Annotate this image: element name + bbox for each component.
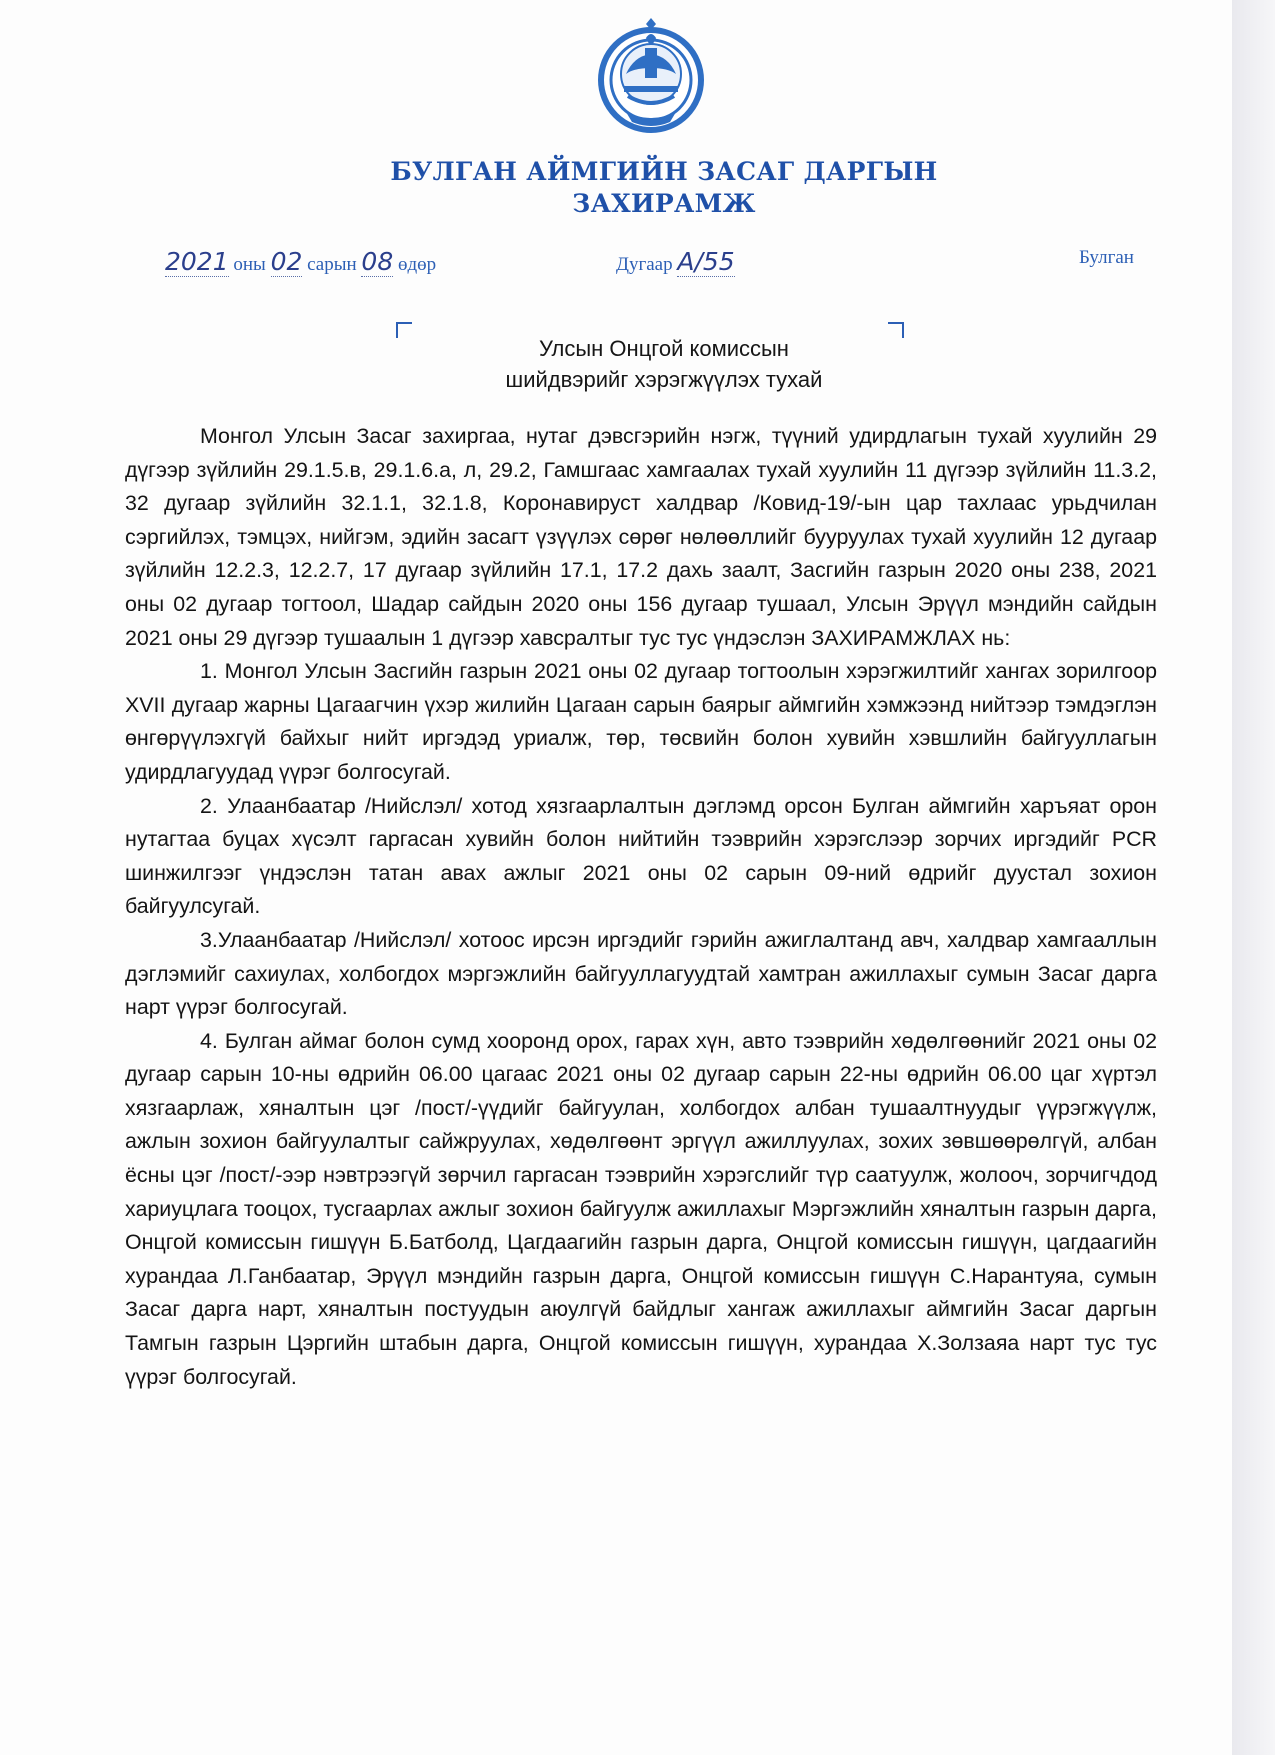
order-item-4: 4. Булган аймаг болон сумд хооронд орох, гарах хүн, авто тээврийн хөдөлгөөнийг 2021 оны 02 дугаар сарын 10-ны өдрийн 06.00 цагаас 2021 оны 02 дугаар сарын 22-ны өдрийн 06.00 цаг хүртэл хязгаарлаж, хяналтын цэг /пост/-үүдийг байгуулан, холбогдох албан тушаалтнуудыг үүрэгжүүлж, ажлын зохион байгуулалтыг сайжруулах, хөдөлгөөнт эргүүл ажиллуулах, зохих зөвшөөрөлгүй, албан ёсны цэг /пост/-ээр нэвтрээгүй зөрчил гаргасан тээврийн хэрэгслийг түр саатуулж, жолооч, зорчигчдод хариуцлага тооцох, тусгаарлах ажлыг зохион байгуулж ажиллахыг Мэргэжлийн хяналтын газрын дарга, Онцгой комиссын гишүүн Б.Батболд, Цагдаагийн газрын дарга, Онцгой комиссын гишүүн, цагдаагийн хурандаа Л.Ганбаатар, Эрүүл мэндийн газрын дарга, Онцгой комиссын гишүүн С.Нарантуяа, сумын Засаг дарга нарт, хяналтын постуудын аюулгүй байдлыг хангаж ажиллахыг аймгийн Засаг даргын Тамгын газрын Цэргийн штабын дарга, Онцгой комиссын гишүүн, хурандаа Х.Золзаяа нарт тус тус үүрэг болгосугай.: [125, 1028, 1157, 1389]
document-place: Булган: [1079, 247, 1134, 268]
date-day-suffix: өдөр: [397, 254, 437, 275]
order-item-2: 2. Улаанбаатар /Нийслэл/ хотод хязгаарлалтын дэглэмд орсон Булган аймгийн харъяат орон нутагтаа буцах хүсэлт гаргасан хувийн болон нийтийн тээврийн хэрэгслээр зорчих иргэдийг PCR шинжилгээг үндэслэн татан авах ажлыг 2021 оны 02 сарын 09-ний өдрийг дуустал зохион байгуулсугай.: [125, 793, 1157, 919]
order-item-3: 3.Улаанбаатар /Нийслэл/ хотоос ирсэн иргэдийг гэрийн ажиглалтанд авч, халдвар хамгааллын дэглэмийг сахиулах, холбогдох мэргэжлийн байгууллагуудтай хамтран ажиллахыг сумын Засаг дарга нарт үүрэг болгосугай.: [125, 927, 1157, 1020]
subject-line-1: Улсын Онцгой комиссын: [539, 336, 789, 361]
document-date: [165, 247, 436, 277]
document-type-title: ЗАХИРАМЖ: [572, 189, 756, 218]
preamble-paragraph: Монгол Улсын Засаг захиргаа, нутаг дэвсгэрийн нэгж, түүний удирдлагын тухай хуулийн 29 дүгээр зүйлийн 29.1.5.в, 29.1.6.а, л, 29.2, Гамшгаас хамгаалах тухай хуулийн 11 дүгээр зүйлийн 11.3.2, 32 дугаар зүйлийн 32.1.1, 32.1.8, Коронавируст халдвар /Ковид-19/-ын цар тахлаас урьдчилан сэргийлэх, тэмцэх, нийгэм, эдийн засагт үзүүлэх сөрөг нөлөөллийг бууруулах тухай хуулийн 12 дугаар зүйлийн 12.2.3, 12.2.7, 17 дугаар зүйлийн 17.1, 17.2 дахь заалт, Засгийн газрын 2020 оны 238, 2021 оны 02 дугаар тогтоол, Шадар сайдын 2020 оны 156 дугаар тушаал, Улсын Эрүүл мэндийн сайдын 2021 оны 29 дүгээр тушаалын 1 дүгээр хавсралтыг тус тус үндэслэн ЗАХИРАМЖЛАХ нь:: [125, 424, 1157, 650]
date-month-suffix: сарын: [307, 254, 357, 275]
document-body: [125, 420, 1157, 1394]
org-title: БУЛГАН АЙМГИЙН ЗАСАГ ДАРГЫН: [390, 157, 938, 186]
date-day-handwritten: 08: [361, 247, 394, 276]
date-year-suffix: оны: [233, 254, 266, 275]
order-item-1: 1. Монгол Улсын Засгийн газрын 2021 оны 02 дугаар тогтоолын хэрэгжилтийг хангах зорилгоор XVII дугаар жарны Цагаагчин үхэр жилийн Цагаан сарын баярыг аймгийн хэмжээнд нийтээр тэмдэглэн өнгөрүүлэхгүй байхыг нийт иргэдэд уриалж, төр, төсвийн болон хувийн хэвшлийн байгууллагын удирдлагуудад үүрэг болгосугай.: [125, 659, 1157, 784]
document-number: [616, 247, 735, 277]
date-month-handwritten: 02: [270, 247, 303, 276]
mongolia-state-emblem-icon: [596, 16, 706, 134]
scan-edge: [1232, 0, 1275, 1755]
subject-line-2: шийдвэрийг хэрэгжүүлэх тухай: [505, 367, 823, 392]
number-label: Дугаар: [616, 254, 673, 275]
number-handwritten: А/55: [677, 247, 735, 276]
date-year-handwritten: 2021: [165, 247, 229, 276]
